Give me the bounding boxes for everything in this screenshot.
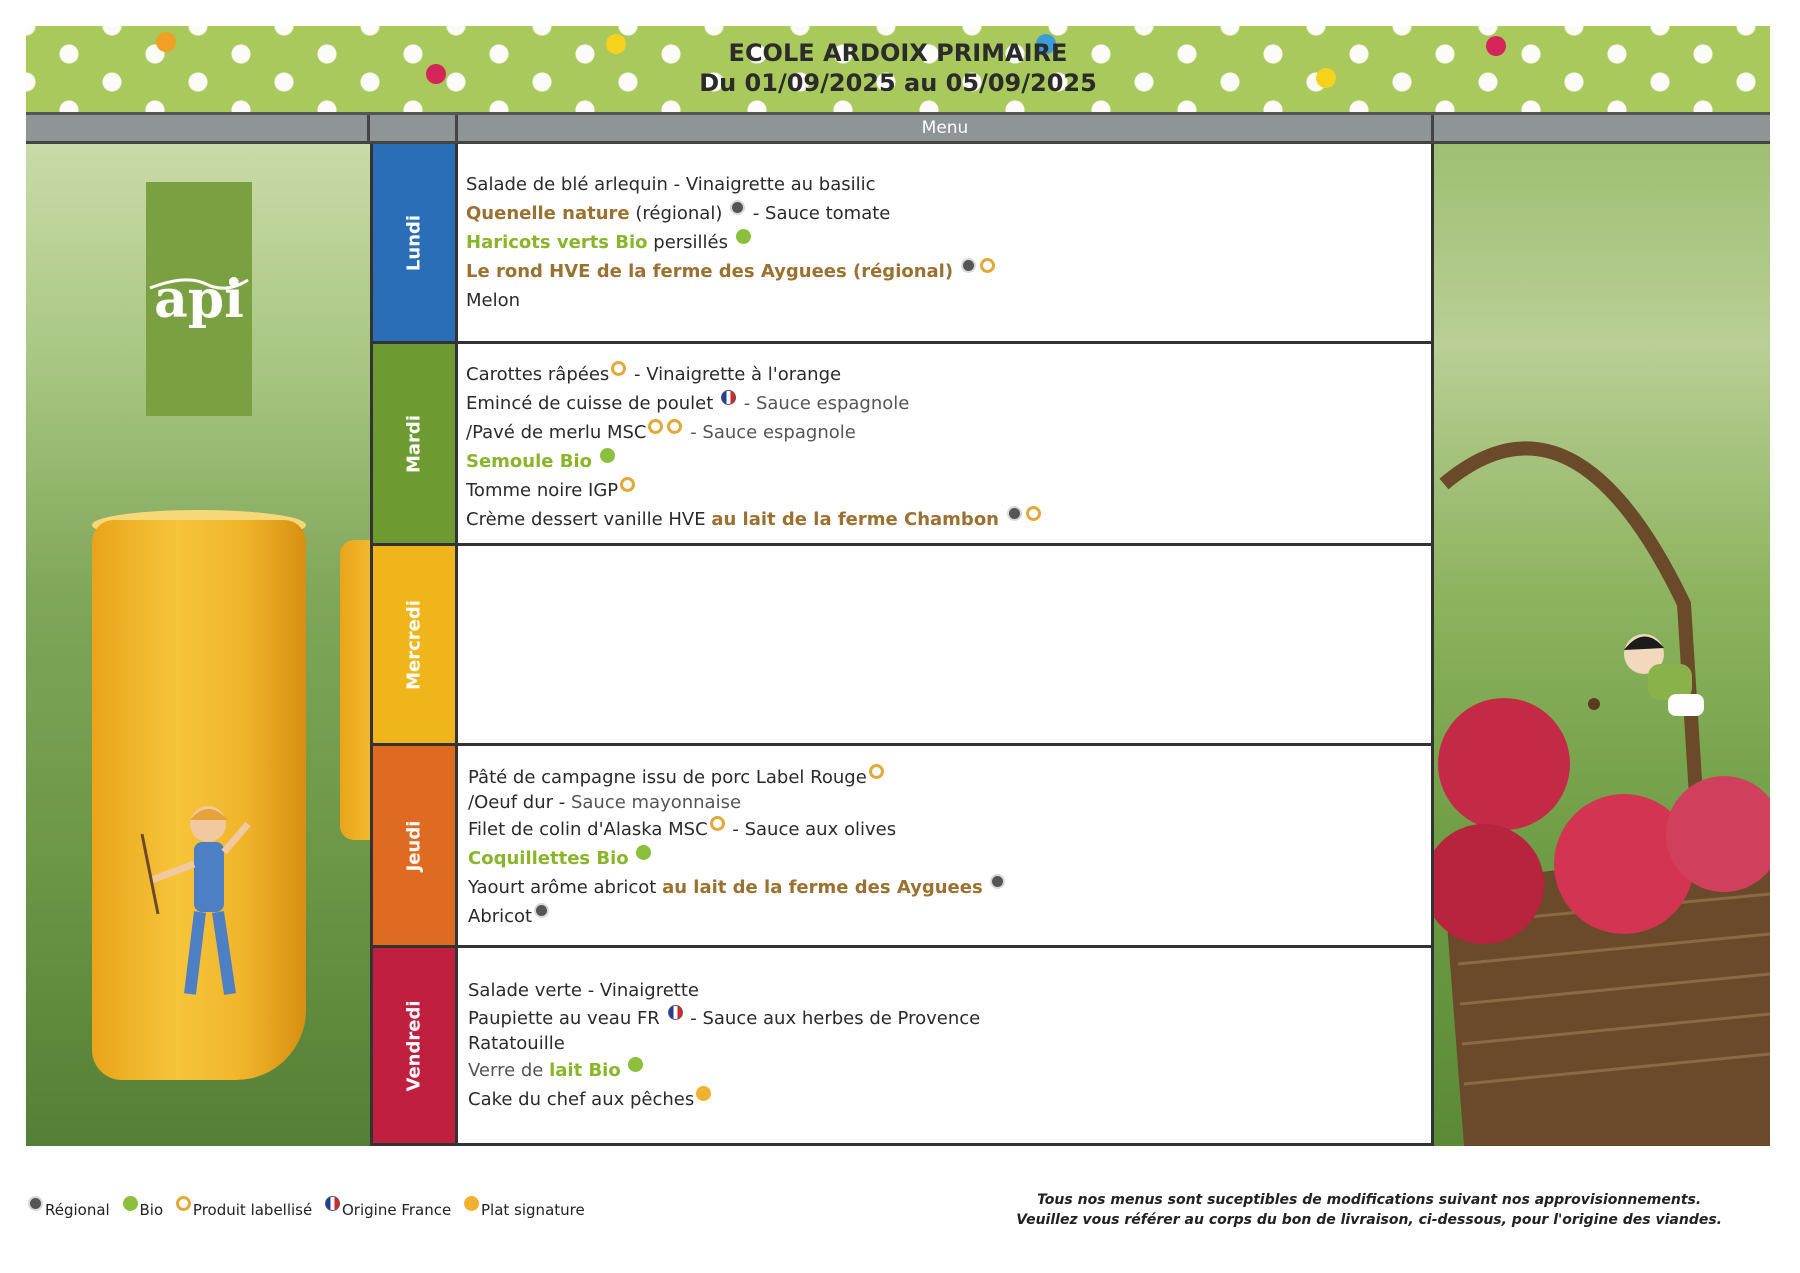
- label-icon: [620, 477, 635, 492]
- menu-cell-vendredi: [458, 948, 1434, 1146]
- menu-item: Carottes râpées - Vinaigrette à l'orange: [466, 360, 1431, 389]
- regional-icon: [990, 874, 1005, 889]
- label-icon: [176, 1196, 191, 1211]
- menu-item: Emincé de cuisse de poulet - Sauce espagnole: [466, 389, 1431, 418]
- legend-item-france: Origine France: [323, 1201, 451, 1219]
- menu-cell-mardi: [458, 344, 1434, 546]
- header-banner: [26, 26, 1770, 112]
- day-column-mercredi: [370, 546, 458, 746]
- menu-cell-mercredi: [458, 546, 1434, 746]
- label-icon: [710, 816, 725, 831]
- legend-item-regional: Régional: [26, 1201, 110, 1219]
- regional-icon: [534, 903, 549, 918]
- label-icon: [980, 258, 995, 273]
- bio-icon: [736, 229, 751, 244]
- second-boot-illustration: [340, 540, 370, 840]
- climbing-child-icon: [1614, 624, 1724, 734]
- regional-icon: [730, 200, 745, 215]
- france-flag-icon: [668, 1005, 683, 1020]
- bio-icon: [123, 1196, 138, 1211]
- day-label: Lundi: [403, 214, 425, 271]
- page-title: [26, 38, 1770, 98]
- regional-icon: [961, 258, 976, 273]
- legend-item-signature: Plat signature: [462, 1201, 585, 1219]
- menu-item: Filet de colin d'Alaska MSC - Sauce aux olives: [468, 815, 1431, 844]
- legend-item-label: Produit labellisé: [174, 1201, 312, 1219]
- menu-item: Verre de lait Bio: [468, 1056, 1431, 1085]
- day-label: Jeudi: [403, 820, 425, 871]
- menu-item: Pâté de campagne issu de porc Label Rouge: [468, 764, 1431, 790]
- gardener-child-icon: [138, 794, 268, 1014]
- menu-item: Yaourt arôme abricot au lait de la ferme des Ayguees: [468, 873, 1431, 902]
- logo-text: api: [154, 268, 244, 330]
- menu-item: Ratatouille: [468, 1033, 565, 1054]
- day-column-jeudi: [370, 746, 458, 948]
- label-icon: [667, 419, 682, 434]
- column-separator: [367, 115, 370, 141]
- day-column-vendredi: [370, 948, 458, 1146]
- logo-swoosh-icon: [146, 274, 252, 294]
- school-name: ECOLE ARDOIX PRIMAIRE: [728, 39, 1068, 67]
- right-photo-panel: [1434, 144, 1770, 1146]
- label-icon: [611, 361, 626, 376]
- signature-icon: [696, 1086, 711, 1101]
- legend: [26, 1196, 591, 1219]
- disclaimer-line: Tous nos menus sont suceptibles de modifications suivant nos approvisionnements.: [1037, 1192, 1702, 1208]
- menu-item: Haricots verts Bio persillés: [466, 228, 1431, 257]
- menu-item: Crème dessert vanille HVE au lait de la ferme Chambon: [466, 505, 1431, 534]
- signature-icon: [464, 1196, 479, 1211]
- menu-column-label: Menu: [921, 118, 969, 138]
- day-label: Vendredi: [403, 1000, 425, 1091]
- label-icon: [648, 419, 663, 434]
- day-column-lundi: [370, 144, 458, 344]
- menu-item: Coquillettes Bio: [468, 844, 1431, 873]
- disclaimer-line: Veuillez vous référer au corps du bon de livraison, ci-dessous, pour l'origine des viandes.: [1016, 1212, 1722, 1228]
- day-column-mardi: [370, 344, 458, 546]
- label-icon: [869, 764, 884, 779]
- menu-item: Salade de blé arlequin - Vinaigrette au basilic: [466, 174, 876, 195]
- api-logo: [146, 182, 252, 416]
- menu-item: Cake du chef aux pêches: [468, 1085, 1431, 1114]
- day-label: Mercredi: [403, 599, 425, 690]
- menu-item: /Oeuf dur - Sauce mayonnaise: [468, 792, 742, 813]
- menu-item: Quenelle nature (régional) - Sauce tomate: [466, 199, 1431, 228]
- menu-item: Le rond HVE de la ferme des Ayguees (régional): [466, 257, 1431, 286]
- bio-icon: [636, 845, 651, 860]
- france-flag-icon: [721, 390, 736, 405]
- bio-icon: [600, 448, 615, 463]
- regional-icon: [1007, 506, 1022, 521]
- date-range: Du 01/09/2025 au 05/09/2025: [699, 69, 1097, 97]
- menu-item: Tomme noire IGP: [466, 476, 1431, 505]
- menu-cell-jeudi: [458, 746, 1434, 948]
- menu-item: Salade verte - Vinaigrette: [468, 980, 699, 1001]
- day-label: Mardi: [403, 414, 425, 473]
- menu-item: /Pavé de merlu MSC - Sauce espagnole: [466, 418, 1431, 447]
- menu-cell-lundi: [458, 144, 1434, 344]
- regional-icon: [28, 1196, 43, 1211]
- menu-item: Semoule Bio: [466, 447, 1431, 476]
- left-photo-panel: [26, 144, 370, 1146]
- menu-item: Paupiette au veau FR - Sauce aux herbes de Provence: [468, 1005, 1431, 1031]
- label-icon: [1026, 506, 1041, 521]
- menu-item: Melon: [466, 290, 521, 311]
- column-header-bar: [26, 112, 1770, 144]
- menu-item: Abricot: [468, 902, 1431, 931]
- legend-item-bio: Bio: [121, 1201, 164, 1219]
- bio-icon: [628, 1057, 643, 1072]
- disclaimer: [1016, 1190, 1722, 1230]
- france-flag-icon: [325, 1196, 340, 1211]
